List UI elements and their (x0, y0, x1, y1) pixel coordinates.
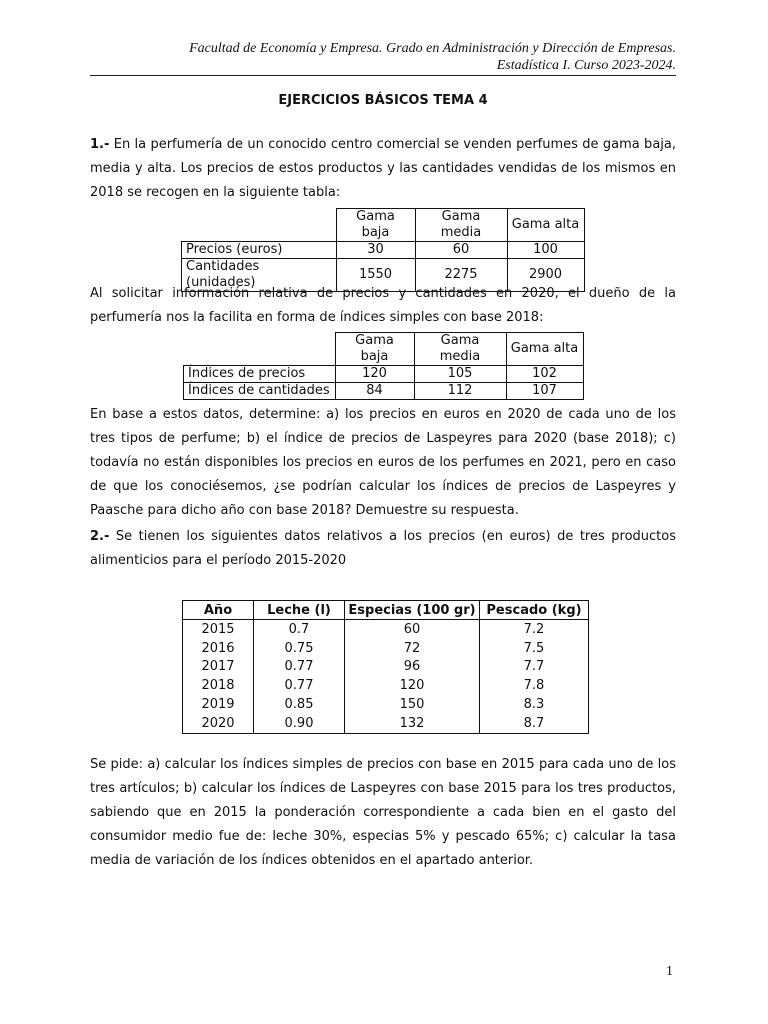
table-row-label: Índices de precios (184, 366, 336, 383)
table-cell: 102 (506, 366, 583, 383)
table-header-cell: Gama alta (506, 333, 583, 366)
table-cell: 7.5 (480, 639, 589, 658)
header-rule (90, 75, 676, 76)
table-cell: 2019 (183, 695, 254, 714)
table-cell: 30 (336, 242, 415, 259)
exercise-1-question: En base a estos datos, determine: a) los precios en euros en 2020 de cada uno de los tres tipos de perfume; b) el índice de precios de Laspeyres para 2020 (base 2018); c) todavía no están disponibles los precios en euros de los perfumes en 2021, pero en caso de que los conociésemos, ¿se podrían calcular los índices de precios de Laspeyres y Paasche para dicho año con base 2018? Demuestre su respuesta. (90, 407, 676, 518)
table-cell: 132 (345, 714, 480, 733)
table-header-cell: Gama media (415, 209, 507, 242)
table-cell: 0.77 (254, 676, 345, 695)
table-row-label: Índices de cantidades (184, 383, 336, 400)
table-header-cell: Año (183, 601, 254, 620)
table-cell: 2275 (415, 259, 507, 292)
exercise-1-number: 1.- (90, 137, 110, 152)
table-cell: 120 (335, 366, 414, 383)
table-header-cell: Gama alta (507, 209, 584, 242)
table-2018-prices-quantities (181, 208, 585, 292)
exercise-1-intro (90, 133, 676, 205)
table-cell: 0.7 (254, 620, 345, 639)
table-row-label: Precios (euros) (182, 242, 337, 259)
table-row (183, 620, 589, 639)
table-cell: 2020 (183, 714, 254, 733)
table-cell: 7.8 (480, 676, 589, 695)
table-cell: 105 (414, 366, 506, 383)
table-header-row (184, 333, 584, 366)
exercise-2-question: Se pide: a) calcular los índices simples de precios con base en 2015 para cada uno de los tres artículos; b) calcular los índices de Laspeyres con base 2015 para los tres productos, sabiendo que en 2015 la ponderación correspondiente a cada bien en el gasto del consumidor medio fue de: leche 30%, especias 5% y pescado 65%; c) calcular la tasa media de variación de los índices obtenidos en el apartado anterior. (90, 757, 676, 868)
table-row (184, 383, 584, 400)
table-cell: 0.75 (254, 639, 345, 658)
page-title: EJERCICIOS BÁSICOS TEMA 4 (278, 93, 488, 108)
table-row (183, 695, 589, 714)
table-cell: 2016 (183, 639, 254, 658)
exercise-2-intro (90, 525, 676, 573)
table-cell: 84 (335, 383, 414, 400)
table-header-cell: Especias (100 gr) (345, 601, 480, 620)
exercise-2-intro-text: Se tienen los siguientes datos relativos a los precios (en euros) de tres productos alimenticios para el período 2015-2020 (90, 529, 676, 568)
table-header-cell: Gama media (414, 333, 506, 366)
table-cell: 2900 (507, 259, 584, 292)
table-cell: 107 (506, 383, 583, 400)
exercise-1-middle-text: Al solicitar información relativa de precios y cantidades en 2020, el dueño de la perfumería nos la facilita en forma de índices simples con base 2018: (90, 286, 676, 325)
table-food-prices (182, 600, 589, 734)
table-cell: 120 (345, 676, 480, 695)
table-cell: 7.2 (480, 620, 589, 639)
exercise-1-intro-text: En la perfumería de un conocido centro comercial se venden perfumes de gama baja, media y alta. Los precios de estos productos y las cantidades vendidas de los mismos en 2018 se recogen en la siguiente tabla: (90, 137, 676, 200)
table-cell: 0.77 (254, 658, 345, 677)
table-cell: 1550 (336, 259, 415, 292)
table-row (184, 366, 584, 383)
table-corner (184, 333, 336, 366)
header-line-2: Estadística I. Curso 2023-2024. (496, 58, 676, 73)
table-row (183, 676, 589, 695)
table-header-cell: Gama baja (335, 333, 414, 366)
table-cell: 96 (345, 658, 480, 677)
table-header-cell: Gama baja (336, 209, 415, 242)
table-cell: 2015 (183, 620, 254, 639)
page-header (90, 40, 676, 74)
table-header-cell: Leche (l) (254, 601, 345, 620)
table-row (182, 242, 585, 259)
table-cell: 7.7 (480, 658, 589, 677)
table-cell: 60 (345, 620, 480, 639)
header-line-1: Facultad de Economía y Empresa. Grado en Administración y Dirección de Empresas. (189, 41, 676, 56)
table-cell: 60 (415, 242, 507, 259)
table-cell: 2018 (183, 676, 254, 695)
page-number: 1 (666, 964, 673, 979)
table-row (183, 714, 589, 733)
table-cell: 8.3 (480, 695, 589, 714)
table-cell: 8.7 (480, 714, 589, 733)
table-header-row (182, 209, 585, 242)
table-cell: 72 (345, 639, 480, 658)
table-2020-indices (183, 332, 584, 400)
table-row (183, 639, 589, 658)
table-cell: 0.85 (254, 695, 345, 714)
table-cell: 100 (507, 242, 584, 259)
table-header-row (183, 601, 589, 620)
table-header-cell: Pescado (kg) (480, 601, 589, 620)
table-row-label: Cantidades (unidades) (182, 259, 337, 292)
table-cell: 0.90 (254, 714, 345, 733)
table-corner (182, 209, 337, 242)
table-row (183, 658, 589, 677)
table-cell: 112 (414, 383, 506, 400)
table-cell: 2017 (183, 658, 254, 677)
table-cell: 150 (345, 695, 480, 714)
exercise-2-number: 2.- (90, 529, 110, 544)
